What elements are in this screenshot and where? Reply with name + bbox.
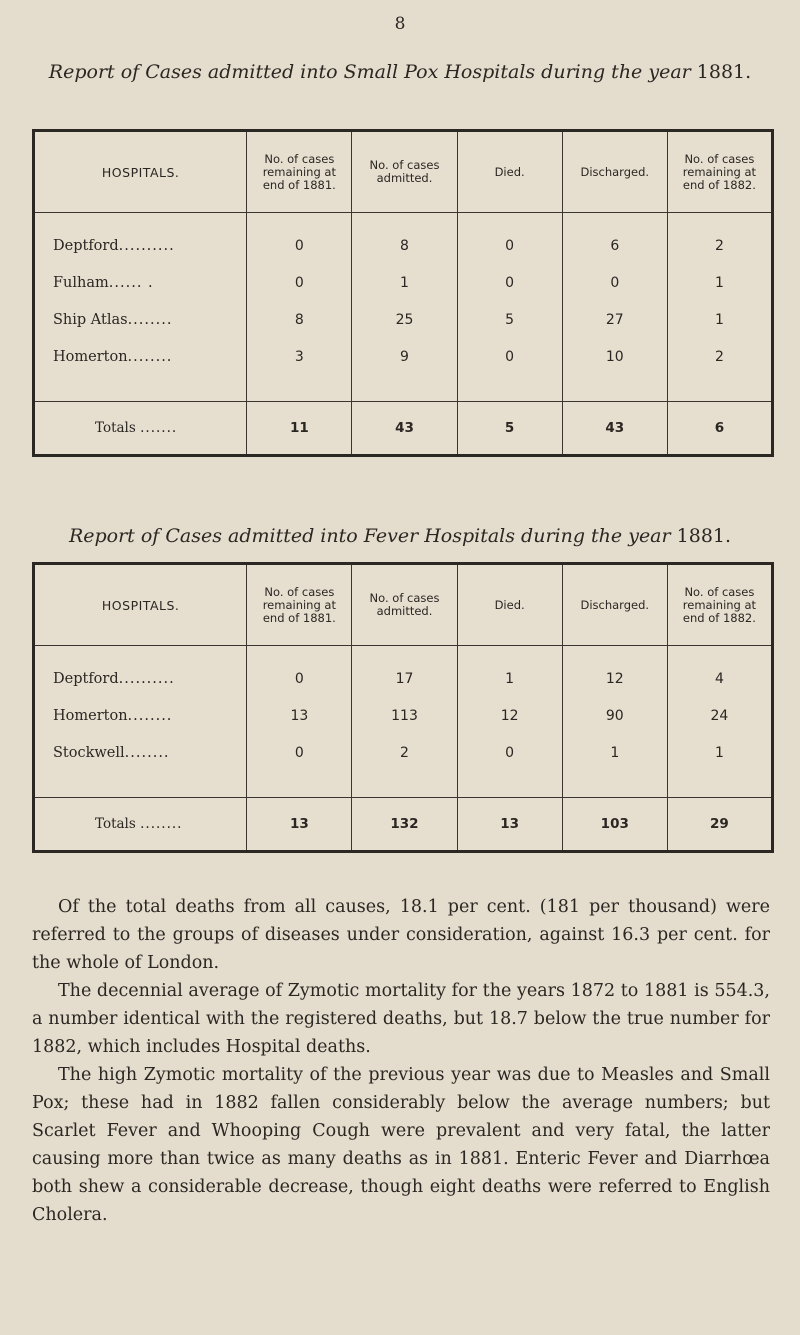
- smallpox-hospitals-table: [32, 129, 774, 457]
- cell-value: 1: [457, 646, 562, 698]
- cell-value: 27: [562, 301, 667, 338]
- total-value: 13: [457, 798, 562, 852]
- column-header-remaining-start: No. of cases remaining at end of 1881.: [247, 564, 352, 646]
- column-header-admitted: No. of cases admitted.: [352, 131, 457, 213]
- hospital-name: Homerton........: [34, 338, 247, 375]
- hospital-name: Homerton........: [34, 697, 247, 734]
- total-value: 6: [714, 420, 725, 436]
- column-header-discharged: Discharged.: [562, 131, 667, 213]
- paragraph: The high Zymotic mortality of the previous year was due to Measles and Small Pox; these had in 1882 fallen considerably below the average numbers; but Scarlet Fever and Whooping Cough were prevalent and very fatal, the latter causing more than twice as many deaths as in 1881. Enteric Fever and Diarrhœa both shew a considerable decrease, though eight deaths were referred to English Cholera.: [32, 1065, 770, 1225]
- column-header-remaining-end: No. of cases remaining at end of 1882.: [667, 131, 772, 213]
- paragraph: Of the total deaths from all causes, 18.1 per cent. (181 per thousand) were referred to the groups of diseases under consideration, against 16.3 per cent. for the whole of London.: [32, 897, 770, 973]
- cell-value: 113: [352, 697, 457, 734]
- cell-value: 2: [714, 348, 724, 365]
- totals-row: [34, 798, 773, 852]
- cell-value: 9: [352, 338, 457, 375]
- body-text: [32, 893, 770, 1229]
- cell-value: 25: [352, 301, 457, 338]
- column-header-remaining-start: No. of cases remaining at end of 1881.: [247, 131, 352, 213]
- totals-label: Totals .......: [34, 402, 247, 456]
- cell-value: 17: [352, 646, 457, 698]
- table-row: [34, 646, 773, 698]
- paragraph: The decennial average of Zymotic mortality for the years 1872 to 1881 is 554.3, a number identical with the registered deaths, but 18.7 below the true number for 1882, which includes Hospital deaths.: [32, 981, 770, 1057]
- rule-row: [34, 771, 773, 798]
- cell-value: 1: [714, 274, 724, 291]
- cell-value: 8: [247, 301, 352, 338]
- totals-row: [34, 402, 773, 456]
- table-header-row: [34, 564, 773, 646]
- cell-value: 12: [457, 697, 562, 734]
- cell-value: 0: [247, 734, 352, 771]
- hospital-name: Fulham...... .: [34, 264, 247, 301]
- fever-caption-text: Report of Cases admitted into Fever Hospitals during the year: [68, 525, 671, 547]
- hospital-name: Deptford..........: [34, 646, 247, 698]
- hospital-name: Stockwell........: [34, 734, 247, 771]
- hospital-name: Ship Atlas........: [34, 301, 247, 338]
- cell-value: 0: [457, 338, 562, 375]
- fever-caption-year: 1881.: [676, 525, 732, 547]
- table-row: [34, 213, 773, 265]
- smallpox-caption-year: 1881.: [696, 61, 752, 83]
- cell-value: 2: [714, 237, 724, 254]
- cell-value: 6: [562, 213, 667, 265]
- cell-value: 1: [562, 734, 667, 771]
- column-header-died: Died.: [457, 564, 562, 646]
- table-row: [34, 338, 773, 375]
- total-value: 5: [457, 402, 562, 456]
- cell-value: 2: [352, 734, 457, 771]
- hospital-name: Deptford..........: [34, 213, 247, 265]
- cell-value: 90: [562, 697, 667, 734]
- cell-value: 24: [710, 707, 729, 724]
- page-number: 8: [394, 14, 406, 34]
- column-header-died: Died.: [457, 131, 562, 213]
- fever-table-caption: [0, 522, 800, 550]
- table-row: [34, 264, 773, 301]
- cell-value: 0: [457, 264, 562, 301]
- total-value: 13: [247, 798, 352, 852]
- cell-value: 0: [247, 213, 352, 265]
- cell-value: 0: [247, 264, 352, 301]
- total-value: 29: [710, 816, 729, 832]
- smallpox-table-caption: [0, 58, 800, 86]
- column-header-remaining-end: No. of cases remaining at end of 1882.: [667, 564, 772, 646]
- total-value: 132: [352, 798, 457, 852]
- cell-value: 0: [457, 734, 562, 771]
- rule-row: [34, 375, 773, 402]
- column-header-hospitals: HOSPITALS.: [34, 564, 247, 646]
- total-value: 11: [247, 402, 352, 456]
- cell-value: 1: [352, 264, 457, 301]
- total-value: 43: [352, 402, 457, 456]
- cell-value: 0: [457, 213, 562, 265]
- cell-value: 3: [247, 338, 352, 375]
- table-row: [34, 301, 773, 338]
- total-value: 43: [562, 402, 667, 456]
- table-row: [34, 734, 773, 771]
- total-value: 103: [562, 798, 667, 852]
- fever-hospitals-table: [32, 562, 774, 853]
- table-row: [34, 697, 773, 734]
- cell-value: 1: [714, 744, 724, 761]
- column-header-discharged: Discharged.: [562, 564, 667, 646]
- cell-value: 0: [562, 264, 667, 301]
- totals-label: Totals ........: [34, 798, 247, 852]
- cell-value: 10: [562, 338, 667, 375]
- table-header-row: [34, 131, 773, 213]
- column-header-hospitals: HOSPITALS.: [34, 131, 247, 213]
- cell-value: 1: [714, 311, 724, 328]
- cell-value: 8: [352, 213, 457, 265]
- cell-value: 0: [247, 646, 352, 698]
- cell-value: 12: [562, 646, 667, 698]
- column-header-admitted: No. of cases admitted.: [352, 564, 457, 646]
- cell-value: 13: [247, 697, 352, 734]
- cell-value: 5: [457, 301, 562, 338]
- smallpox-caption-text: Report of Cases admitted into Small Pox Hospitals during the year: [48, 61, 691, 83]
- cell-value: 4: [714, 670, 724, 687]
